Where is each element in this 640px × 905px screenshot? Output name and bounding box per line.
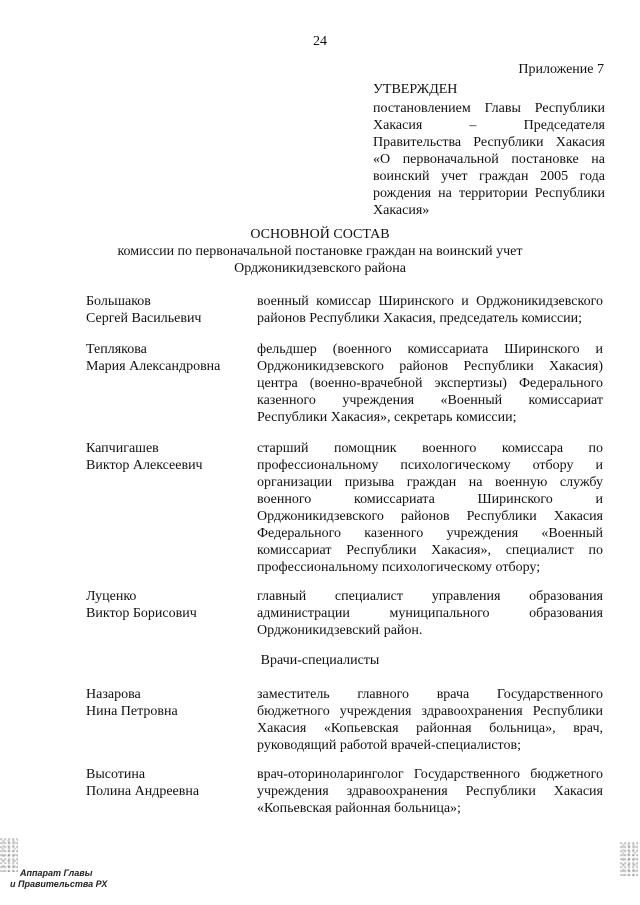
doctor-role: врач-оториноларинголог Государственного бюджетного учреждения здравоохранения Республики Хакасия «Копьевская районная больница»;	[257, 767, 603, 816]
scan-noise-mark	[0, 838, 18, 872]
appendix-label: Приложение 7	[518, 62, 604, 77]
approval-title: УТВЕРЖДЕН	[373, 82, 458, 97]
member-surname: Луценко	[86, 589, 137, 604]
office-stamp	[10, 868, 107, 890]
doctor-surname: Назарова	[86, 687, 141, 702]
member-name	[86, 440, 246, 474]
doctor-name	[86, 766, 246, 800]
member-role: старший помощник военного комиссара по профессиональному психологическому отбору и организации призыва граждан на военную службу военного комиссариата Ширинского и Орджоникидзевского районов Республики Хакасия Федерального казенного учреждения «Военный комиссариат Республики Хакасия», специалист по профессиональному психологическому отбору;	[257, 441, 603, 575]
document-subtitle-line2: Орджоникидзевского района	[234, 261, 406, 276]
stamp-line1: Аппарат Главы	[20, 868, 93, 878]
member-given-names: Мария Александровна	[86, 359, 221, 374]
approval-text: постановлением Главы Республики Хакасия – Председателя Правительства Республики Хакасия «О первоначальной постановке на воинский учет граждан 2005 года рождения на территории Республики Хакасия»	[373, 101, 605, 218]
member-role: фельдшер (военного комиссариата Ширинского и Орджоникидзевского районов Республики Хакасия) центра (военно-врачебной экспертизы) Федерального казенного учреждения «Военный комиссариат Республики Хакасия», секретарь комиссии;	[257, 342, 603, 425]
doctor-name	[86, 686, 246, 720]
page-number: 24	[313, 34, 327, 49]
member-name	[86, 293, 246, 327]
member-surname: Теплякова	[86, 342, 147, 357]
doctor-role: заместитель главного врача Государственного бюджетного учреждения здравоохранения Республики Хакасия «Копьевская районная больница», врач, руководящий работой врачей-специалистов;	[257, 687, 603, 753]
member-given-names: Виктор Борисович	[86, 606, 197, 621]
approval-block	[373, 81, 605, 219]
member-name	[86, 588, 246, 622]
member-surname: Большаков	[86, 294, 151, 309]
document-subtitle-line1: комиссии по первоначальной постановке граждан на воинский учет	[117, 244, 523, 259]
doctor-given-names: Нина Петровна	[86, 704, 178, 719]
scan-noise-mark	[620, 842, 638, 876]
document-title: ОСНОВНОЙ СОСТАВ	[250, 227, 390, 242]
member-given-names: Виктор Алексеевич	[86, 458, 203, 473]
member-role: главный специалист управления образования администрации муниципального образования Орджоникидзевский район.	[257, 589, 603, 638]
member-given-names: Сергей Васильевич	[86, 311, 202, 326]
section-heading-doctors: Врачи-специалисты	[260, 653, 380, 668]
stamp-line2: и Правительства РХ	[10, 879, 108, 889]
doctor-given-names: Полина Андреевна	[86, 784, 200, 799]
member-role: военный комиссар Ширинского и Орджоникидзевского районов Республики Хакасия, председатель комиссии;	[257, 294, 603, 326]
doctor-surname: Высотина	[86, 767, 146, 782]
member-surname: Капчигашев	[86, 441, 159, 456]
member-name	[86, 341, 246, 375]
